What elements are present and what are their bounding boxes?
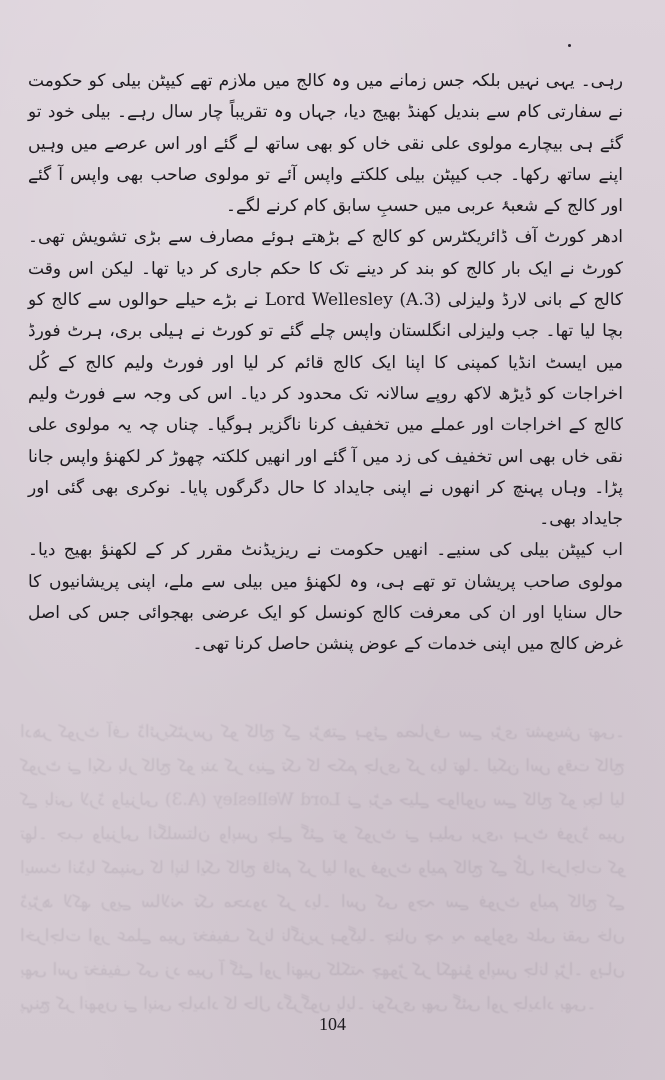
paragraph-2: ادھر کورٹ آف ڈائریکٹرس کو کالج کے بڑھتے ہوئے مصارف سے بڑی تشویش تھی۔ کورٹ نے ایک بار کالج کو بند کر دینے تک کا حکم جاری کر دیا تھا۔ لیکن اس وقت کالج کے بانی لارڈ ولیزلی (3.A) Lord Wellesley نے بڑے حیلے حوالوں سے کالج کو بچا لیا تھا۔ جب ولیزلی انگلستان واپس چلے گئے تو کورٹ نے ہیلی بری، ہرٹ فورڈ میں ایسٹ انڈیا کمپنی کا اپنا ایک کالج قائم کر لیا اور فورٹ ولیم کالج کے کُل اخراجات کو ڈیڑھ لاکھ روپے سالانہ تک محدود کر دیا۔ اس کی وجہ سے فورٹ ولیم کالج کے اخراجات اور عملے میں تخفیف کرنا ناگزیر ہوگیا۔ چناں چہ یہ مولوی علی نقی خاں بھی اس تخفیف کی زد میں آ گئے اور انھیں کلکتہ چھوڑ کر لکھنؤ واپس جانا پڑا۔ وہاں پہنچ کر انھوں نے اپنی جایداد کا حال دگرگوں پایا۔ نوکری بھی گئی اور جایداد بھی۔ — [28, 227, 623, 530]
body-text — [28, 66, 623, 661]
show-through-paragraph-2: ادھر کورٹ آف ڈائریکٹرس کو کالج کے بڑھتے ہوئے مصارف سے بڑی تشویش تھی۔ کورٹ نے ایک بار کالج کو بند کر دینے تک کا حکم جاری کر دیا تھا۔ لیکن اس وقت کالج کے بانی لارڈ ولیزلی (3.A) Lord Wellesley نے بڑے حیلے حوالوں سے کالج کو بچا لیا تھا۔ جب ولیزلی انگلستان واپس چلے گئے تو کورٹ نے ہیلی بری، ہرٹ فورڈ میں ایسٹ انڈیا کمپنی کا اپنا ایک کالج قائم کر لیا اور فورٹ ولیم کالج کے کُل اخراجات کو ڈیڑھ لاکھ روپے سالانہ تک محدود کر دیا۔ اس کی وجہ سے فورٹ ولیم کالج کے اخراجات اور عملے میں تخفیف کرنا ناگزیر ہوگیا۔ چناں چہ یہ مولوی علی نقی خاں بھی اس تخفیف کی زد میں آ گئے اور انھیں کلکتہ چھوڑ کر لکھنؤ واپس جانا پڑا۔ وہاں پہنچ کر انھوں نے اپنی جایداد کا حال دگرگوں پایا۔ نوکری بھی گئی اور جایداد بھی۔ — [19, 722, 625, 1014]
ink-speck — [568, 44, 571, 47]
page-number: 104 — [319, 1014, 346, 1034]
show-through-texture — [20, 715, 625, 1021]
paragraph-1: رہی۔ یہی نہیں بلکہ جس زمانے میں وہ کالج میں ملازم تھے کیپٹن بیلی کو حکومت نے سفارتی کام سے بندیل کھنڈ بھیج دیا، جہاں وہ تقریباً چار سال رہے۔ بیلی خود تو گئے ہی بیچارے مولوی علی نقی خاں کو بھی ساتھ لے گئے اور اس عرصے میں وہیں اپنے ساتھ رکھا۔ جب کیپٹن بیلی کلکتے واپس آئے تو مولوی صاحب بھی واپس آ گئے اور کالج کے شعبۂ عربی میں حسبِ سابق کام کرنے لگے۔ — [28, 71, 623, 217]
paragraph-3: اب کیپٹن بیلی کی سنیے۔ انھیں حکومت نے ریزیڈنٹ مقرر کر کے لکھنؤ بھیج دیا۔ مولوی صاحب پریشان تو تھے ہی، وہ لکھنؤ میں بیلی سے ملے، اپنی پریشانیوں کا حال سنایا اور ان کی معرفت کالج کونسل کو ایک عرضی بھجوائی جس کی اصل غرض کالج میں اپنی خدمات کے عوض پنشن حاصل کرنا تھی۔ — [28, 540, 623, 655]
